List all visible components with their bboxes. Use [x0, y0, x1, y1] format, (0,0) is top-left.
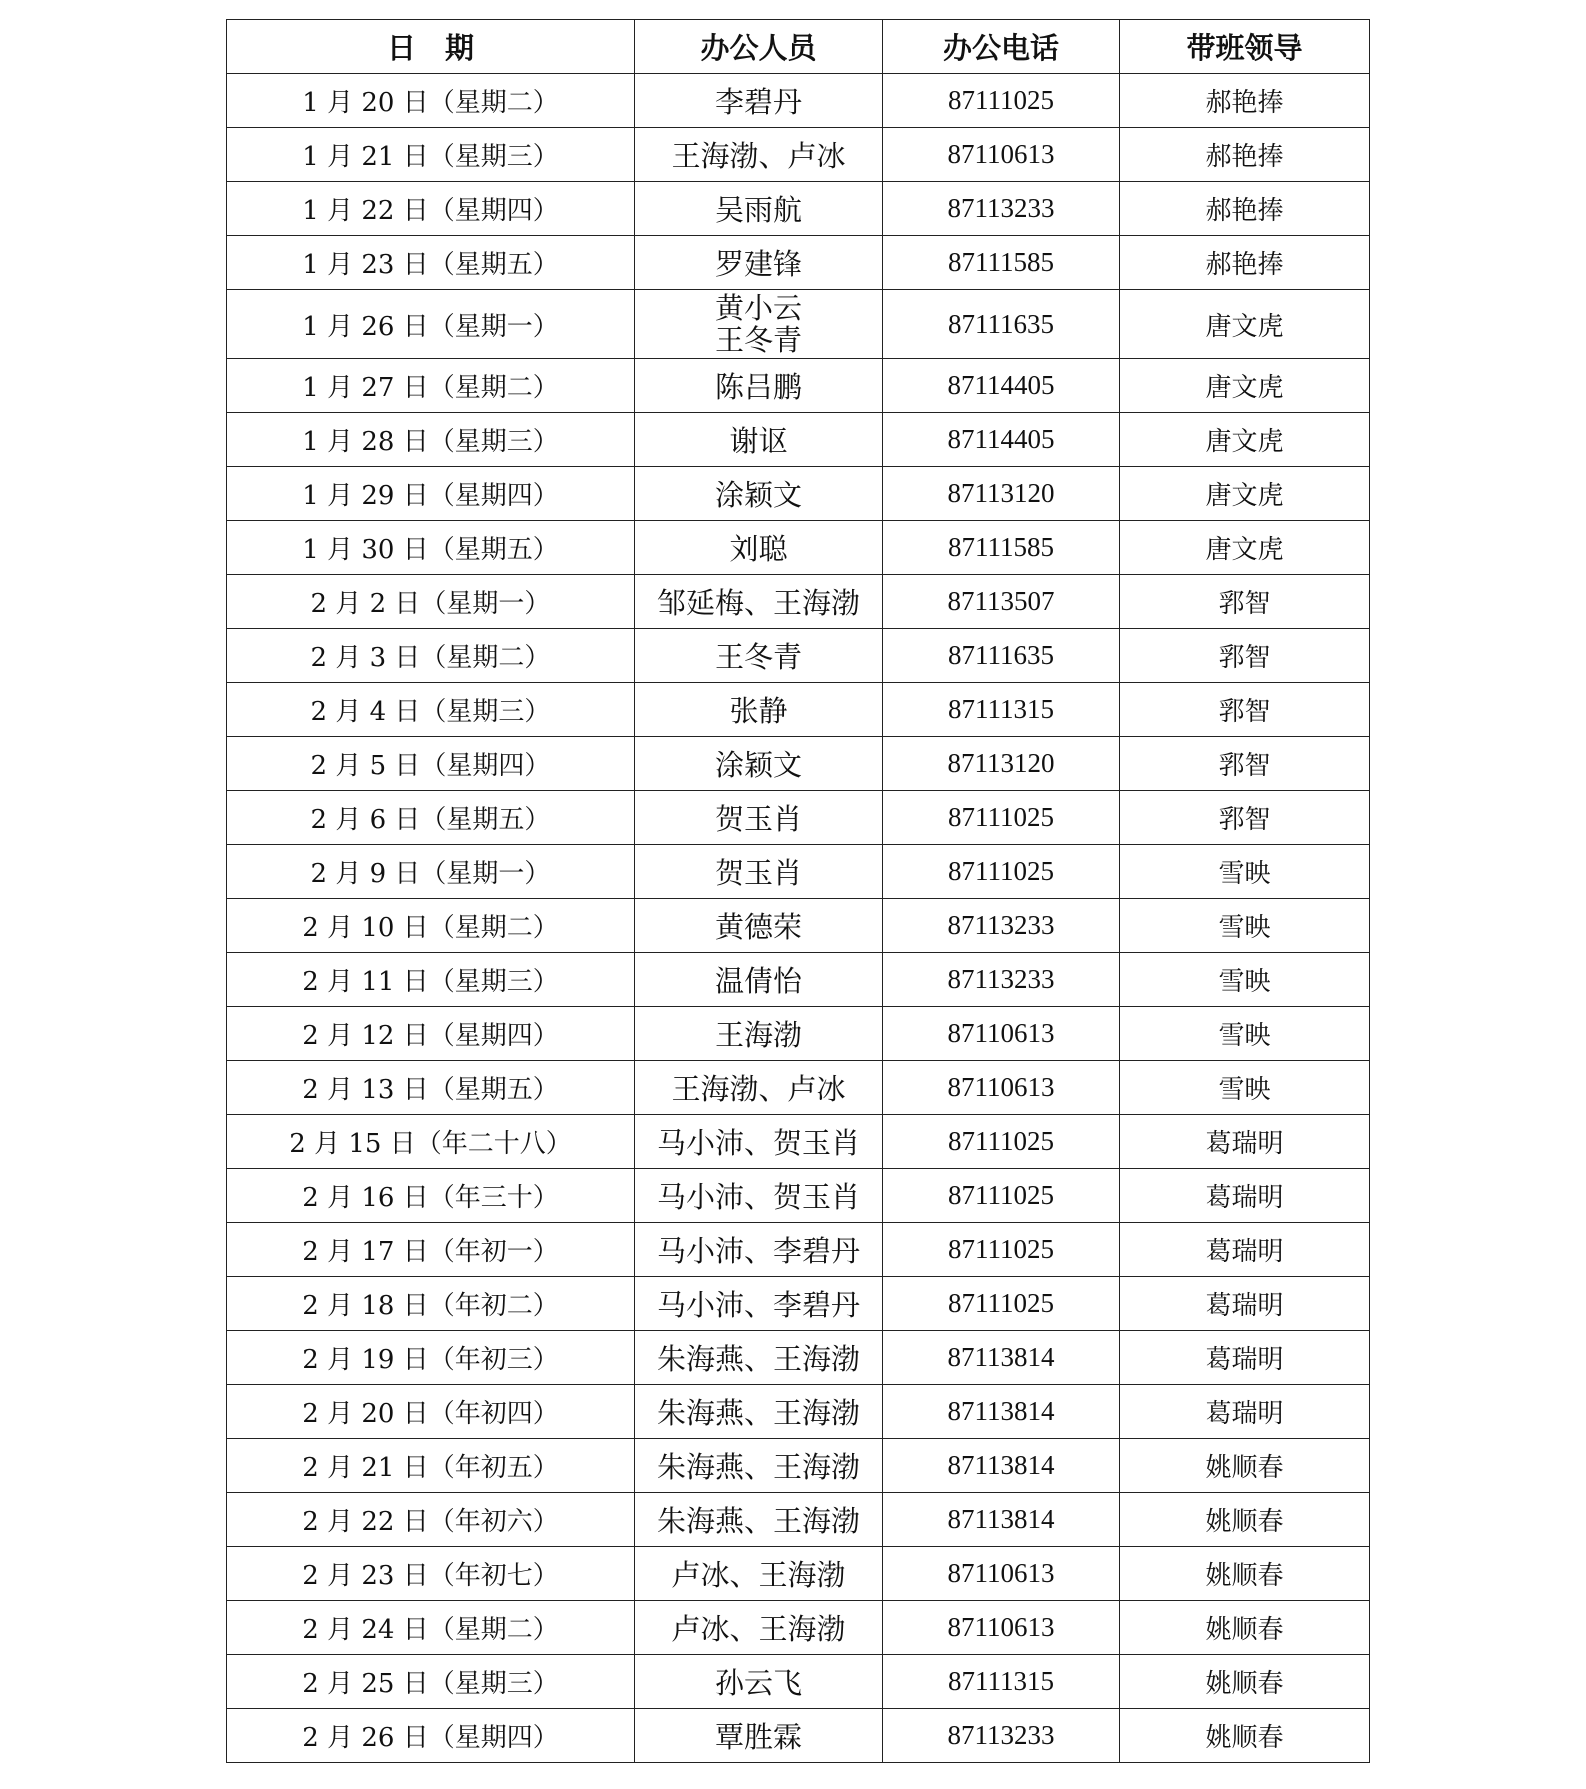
date-cell: 1 月 27 日（星期二） — [227, 359, 635, 413]
phone-cell: 87110613 — [883, 128, 1120, 182]
phone-cell: 87111025 — [883, 845, 1120, 899]
date-cell: 1 月 30 日（星期五） — [227, 521, 635, 575]
date-cell: 2 月 16 日（年三十） — [227, 1169, 635, 1223]
table-row — [227, 1169, 1370, 1223]
date-cell: 2 月 10 日（星期二） — [227, 899, 635, 953]
leader-cell: 唐文虎 — [1120, 467, 1370, 521]
leader-cell: 郝艳捧 — [1120, 128, 1370, 182]
date-cell: 2 月 24 日（星期二） — [227, 1601, 635, 1655]
staff-name: 黄小云 — [714, 291, 802, 325]
staff-cell — [635, 1007, 883, 1061]
table-row — [227, 1493, 1370, 1547]
staff-name: 贺玉肖 — [714, 856, 802, 890]
staff-cell — [635, 1277, 883, 1331]
phone-cell: 87113233 — [883, 899, 1120, 953]
date-cell: 1 月 29 日（星期四） — [227, 467, 635, 521]
date-cell: 1 月 22 日（星期四） — [227, 182, 635, 236]
leader-cell: 姚顺春 — [1120, 1547, 1370, 1601]
staff-name: 朱海燕、王海渤 — [656, 1450, 860, 1484]
staff-cell — [635, 521, 883, 575]
phone-cell: 87111025 — [883, 791, 1120, 845]
staff-name: 谢讴 — [729, 424, 788, 458]
table-row — [227, 683, 1370, 737]
table-row — [227, 128, 1370, 182]
staff-name: 李碧丹 — [714, 85, 802, 119]
table-row — [227, 737, 1370, 791]
date-cell: 1 月 20 日（星期二） — [227, 74, 635, 128]
leader-cell: 葛瑞明 — [1120, 1115, 1370, 1169]
phone-cell: 87113233 — [883, 182, 1120, 236]
table-row — [227, 1061, 1370, 1115]
date-cell: 2 月 21 日（年初五） — [227, 1439, 635, 1493]
date-cell: 2 月 17 日（年初一） — [227, 1223, 635, 1277]
phone-cell: 87113120 — [883, 737, 1120, 791]
staff-name: 王冬青 — [714, 640, 802, 674]
staff-name: 马小沛、李碧丹 — [656, 1288, 860, 1322]
phone-cell: 87111025 — [883, 1277, 1120, 1331]
leader-cell: 郝艳捧 — [1120, 236, 1370, 290]
phone-cell: 87113233 — [883, 1709, 1120, 1763]
staff-name: 刘聪 — [729, 532, 788, 566]
date-cell: 1 月 23 日（星期五） — [227, 236, 635, 290]
phone-cell: 87113814 — [883, 1439, 1120, 1493]
table-row — [227, 521, 1370, 575]
leader-cell: 唐文虎 — [1120, 290, 1370, 359]
staff-name: 温倩怡 — [714, 964, 802, 998]
staff-name: 卢冰、王海渤 — [671, 1612, 846, 1646]
staff-name: 黄德荣 — [714, 910, 802, 944]
staff-cell — [635, 359, 883, 413]
staff-name: 覃胜霖 — [714, 1720, 802, 1754]
table-row — [227, 1331, 1370, 1385]
leader-cell: 雪映 — [1120, 1061, 1370, 1115]
date-cell: 2 月 11 日（星期三） — [227, 953, 635, 1007]
staff-cell — [635, 413, 883, 467]
header-leader: 带班领导 — [1120, 20, 1370, 74]
staff-name: 马小沛、贺玉肖 — [656, 1126, 860, 1160]
staff-cell — [635, 899, 883, 953]
staff-name: 朱海燕、王海渤 — [656, 1504, 860, 1538]
table-row — [227, 1655, 1370, 1709]
staff-cell — [635, 1223, 883, 1277]
staff-name: 孙云飞 — [714, 1666, 802, 1700]
table-row — [227, 899, 1370, 953]
staff-name: 邹延梅、王海渤 — [656, 586, 860, 620]
phone-cell: 87114405 — [883, 413, 1120, 467]
date-cell: 2 月 25 日（星期三） — [227, 1655, 635, 1709]
leader-cell: 姚顺春 — [1120, 1439, 1370, 1493]
date-cell: 2 月 26 日（星期四） — [227, 1709, 635, 1763]
table-row — [227, 74, 1370, 128]
phone-cell: 87110613 — [883, 1601, 1120, 1655]
phone-cell: 87111635 — [883, 629, 1120, 683]
date-cell: 2 月 12 日（星期四） — [227, 1007, 635, 1061]
table-row — [227, 290, 1370, 359]
staff-name: 吴雨航 — [714, 193, 802, 227]
table-row — [227, 1439, 1370, 1493]
leader-cell: 葛瑞明 — [1120, 1331, 1370, 1385]
date-cell: 1 月 28 日（星期三） — [227, 413, 635, 467]
phone-cell: 87111025 — [883, 1169, 1120, 1223]
leader-cell: 唐文虎 — [1120, 359, 1370, 413]
phone-cell: 87111635 — [883, 290, 1120, 359]
header-staff: 办公人员 — [635, 20, 883, 74]
staff-name: 朱海燕、王海渤 — [656, 1342, 860, 1376]
leader-cell: 葛瑞明 — [1120, 1385, 1370, 1439]
staff-name: 王海渤、卢冰 — [671, 139, 846, 173]
date-cell: 2 月 22 日（年初六） — [227, 1493, 635, 1547]
date-cell: 1 月 21 日（星期三） — [227, 128, 635, 182]
phone-cell: 87113233 — [883, 953, 1120, 1007]
phone-cell: 87111315 — [883, 1655, 1120, 1709]
leader-cell: 葛瑞明 — [1120, 1169, 1370, 1223]
staff-cell — [635, 1169, 883, 1223]
phone-cell: 87113814 — [883, 1385, 1120, 1439]
header-date: 日 期 — [227, 20, 635, 74]
table-row — [227, 1007, 1370, 1061]
date-cell: 2 月 6 日（星期五） — [227, 791, 635, 845]
table-row — [227, 413, 1370, 467]
table-row — [227, 1709, 1370, 1763]
staff-cell — [635, 1331, 883, 1385]
table-row — [227, 1547, 1370, 1601]
date-cell: 2 月 20 日（年初四） — [227, 1385, 635, 1439]
phone-cell: 87110613 — [883, 1061, 1120, 1115]
leader-cell: 葛瑞明 — [1120, 1223, 1370, 1277]
staff-cell — [635, 629, 883, 683]
phone-cell: 87110613 — [883, 1547, 1120, 1601]
table-row — [227, 359, 1370, 413]
leader-cell: 唐文虎 — [1120, 413, 1370, 467]
date-cell: 2 月 19 日（年初三） — [227, 1331, 635, 1385]
staff-cell — [635, 737, 883, 791]
staff-cell — [635, 182, 883, 236]
leader-cell: 郝艳捧 — [1120, 74, 1370, 128]
staff-name: 王海渤、卢冰 — [671, 1072, 846, 1106]
phone-cell: 87111585 — [883, 521, 1120, 575]
table-row — [227, 953, 1370, 1007]
date-cell: 2 月 18 日（年初二） — [227, 1277, 635, 1331]
leader-cell: 雪映 — [1120, 845, 1370, 899]
staff-cell — [635, 953, 883, 1007]
staff-name: 卢冰、王海渤 — [671, 1558, 846, 1592]
table-row — [227, 182, 1370, 236]
staff-name: 朱海燕、王海渤 — [656, 1396, 860, 1430]
staff-name: 陈吕鹏 — [714, 370, 802, 404]
table-row — [227, 1277, 1370, 1331]
phone-cell: 87111025 — [883, 74, 1120, 128]
table-row — [227, 791, 1370, 845]
leader-cell: 郛智 — [1120, 791, 1370, 845]
staff-name: 贺玉肖 — [714, 802, 802, 836]
phone-cell: 87111025 — [883, 1223, 1120, 1277]
table-row — [227, 845, 1370, 899]
date-cell: 2 月 9 日（星期一） — [227, 845, 635, 899]
duty-schedule-table — [226, 19, 1370, 1763]
staff-name: 马小沛、贺玉肖 — [656, 1180, 860, 1214]
table-body — [227, 74, 1370, 1763]
staff-name: 张静 — [729, 694, 788, 728]
table-row — [227, 1223, 1370, 1277]
staff-cell — [635, 1061, 883, 1115]
phone-cell: 87111585 — [883, 236, 1120, 290]
staff-cell — [635, 236, 883, 290]
header-row — [227, 20, 1370, 74]
leader-cell: 郛智 — [1120, 575, 1370, 629]
phone-cell: 87114405 — [883, 359, 1120, 413]
phone-cell: 87110613 — [883, 1007, 1120, 1061]
phone-cell: 87111315 — [883, 683, 1120, 737]
table-row — [227, 575, 1370, 629]
date-cell: 1 月 26 日（星期一） — [227, 290, 635, 359]
staff-cell — [635, 1655, 883, 1709]
staff-cell — [635, 1115, 883, 1169]
table-row — [227, 467, 1370, 521]
phone-cell: 87111025 — [883, 1115, 1120, 1169]
staff-cell — [635, 1547, 883, 1601]
staff-cell — [635, 1385, 883, 1439]
staff-name: 马小沛、李碧丹 — [656, 1234, 860, 1268]
leader-cell: 郛智 — [1120, 629, 1370, 683]
date-cell: 2 月 23 日（年初七） — [227, 1547, 635, 1601]
staff-cell — [635, 683, 883, 737]
date-cell: 2 月 3 日（星期二） — [227, 629, 635, 683]
staff-name: 王冬青 — [714, 323, 802, 357]
staff-name: 涂颖文 — [714, 748, 802, 782]
phone-cell: 87113120 — [883, 467, 1120, 521]
leader-cell: 姚顺春 — [1120, 1709, 1370, 1763]
leader-cell: 姚顺春 — [1120, 1655, 1370, 1709]
leader-cell: 雪映 — [1120, 1007, 1370, 1061]
leader-cell: 葛瑞明 — [1120, 1277, 1370, 1331]
staff-cell — [635, 128, 883, 182]
date-cell: 2 月 4 日（星期三） — [227, 683, 635, 737]
date-cell: 2 月 5 日（星期四） — [227, 737, 635, 791]
staff-cell — [635, 1493, 883, 1547]
staff-cell — [635, 1439, 883, 1493]
leader-cell: 郛智 — [1120, 683, 1370, 737]
staff-name: 罗建锋 — [714, 247, 802, 281]
header-phone: 办公电话 — [883, 20, 1120, 74]
date-cell: 2 月 15 日（年二十八） — [227, 1115, 635, 1169]
date-cell: 2 月 2 日（星期一） — [227, 575, 635, 629]
staff-cell — [635, 467, 883, 521]
phone-cell: 87113814 — [883, 1331, 1120, 1385]
leader-cell: 唐文虎 — [1120, 521, 1370, 575]
date-cell: 2 月 13 日（星期五） — [227, 1061, 635, 1115]
phone-cell: 87113507 — [883, 575, 1120, 629]
table-row — [227, 1601, 1370, 1655]
table-row — [227, 1385, 1370, 1439]
staff-cell — [635, 1709, 883, 1763]
phone-cell: 87113814 — [883, 1493, 1120, 1547]
table-row — [227, 1115, 1370, 1169]
staff-name: 王海渤 — [714, 1018, 802, 1052]
staff-cell — [635, 290, 883, 359]
staff-cell — [635, 791, 883, 845]
leader-cell: 姚顺春 — [1120, 1601, 1370, 1655]
leader-cell: 郛智 — [1120, 737, 1370, 791]
staff-cell — [635, 845, 883, 899]
leader-cell: 雪映 — [1120, 953, 1370, 1007]
staff-cell — [635, 74, 883, 128]
leader-cell: 郝艳捧 — [1120, 182, 1370, 236]
table-row — [227, 236, 1370, 290]
table-row — [227, 629, 1370, 683]
leader-cell: 雪映 — [1120, 899, 1370, 953]
staff-cell — [635, 1601, 883, 1655]
leader-cell: 姚顺春 — [1120, 1493, 1370, 1547]
staff-cell — [635, 575, 883, 629]
staff-name: 涂颖文 — [714, 478, 802, 512]
